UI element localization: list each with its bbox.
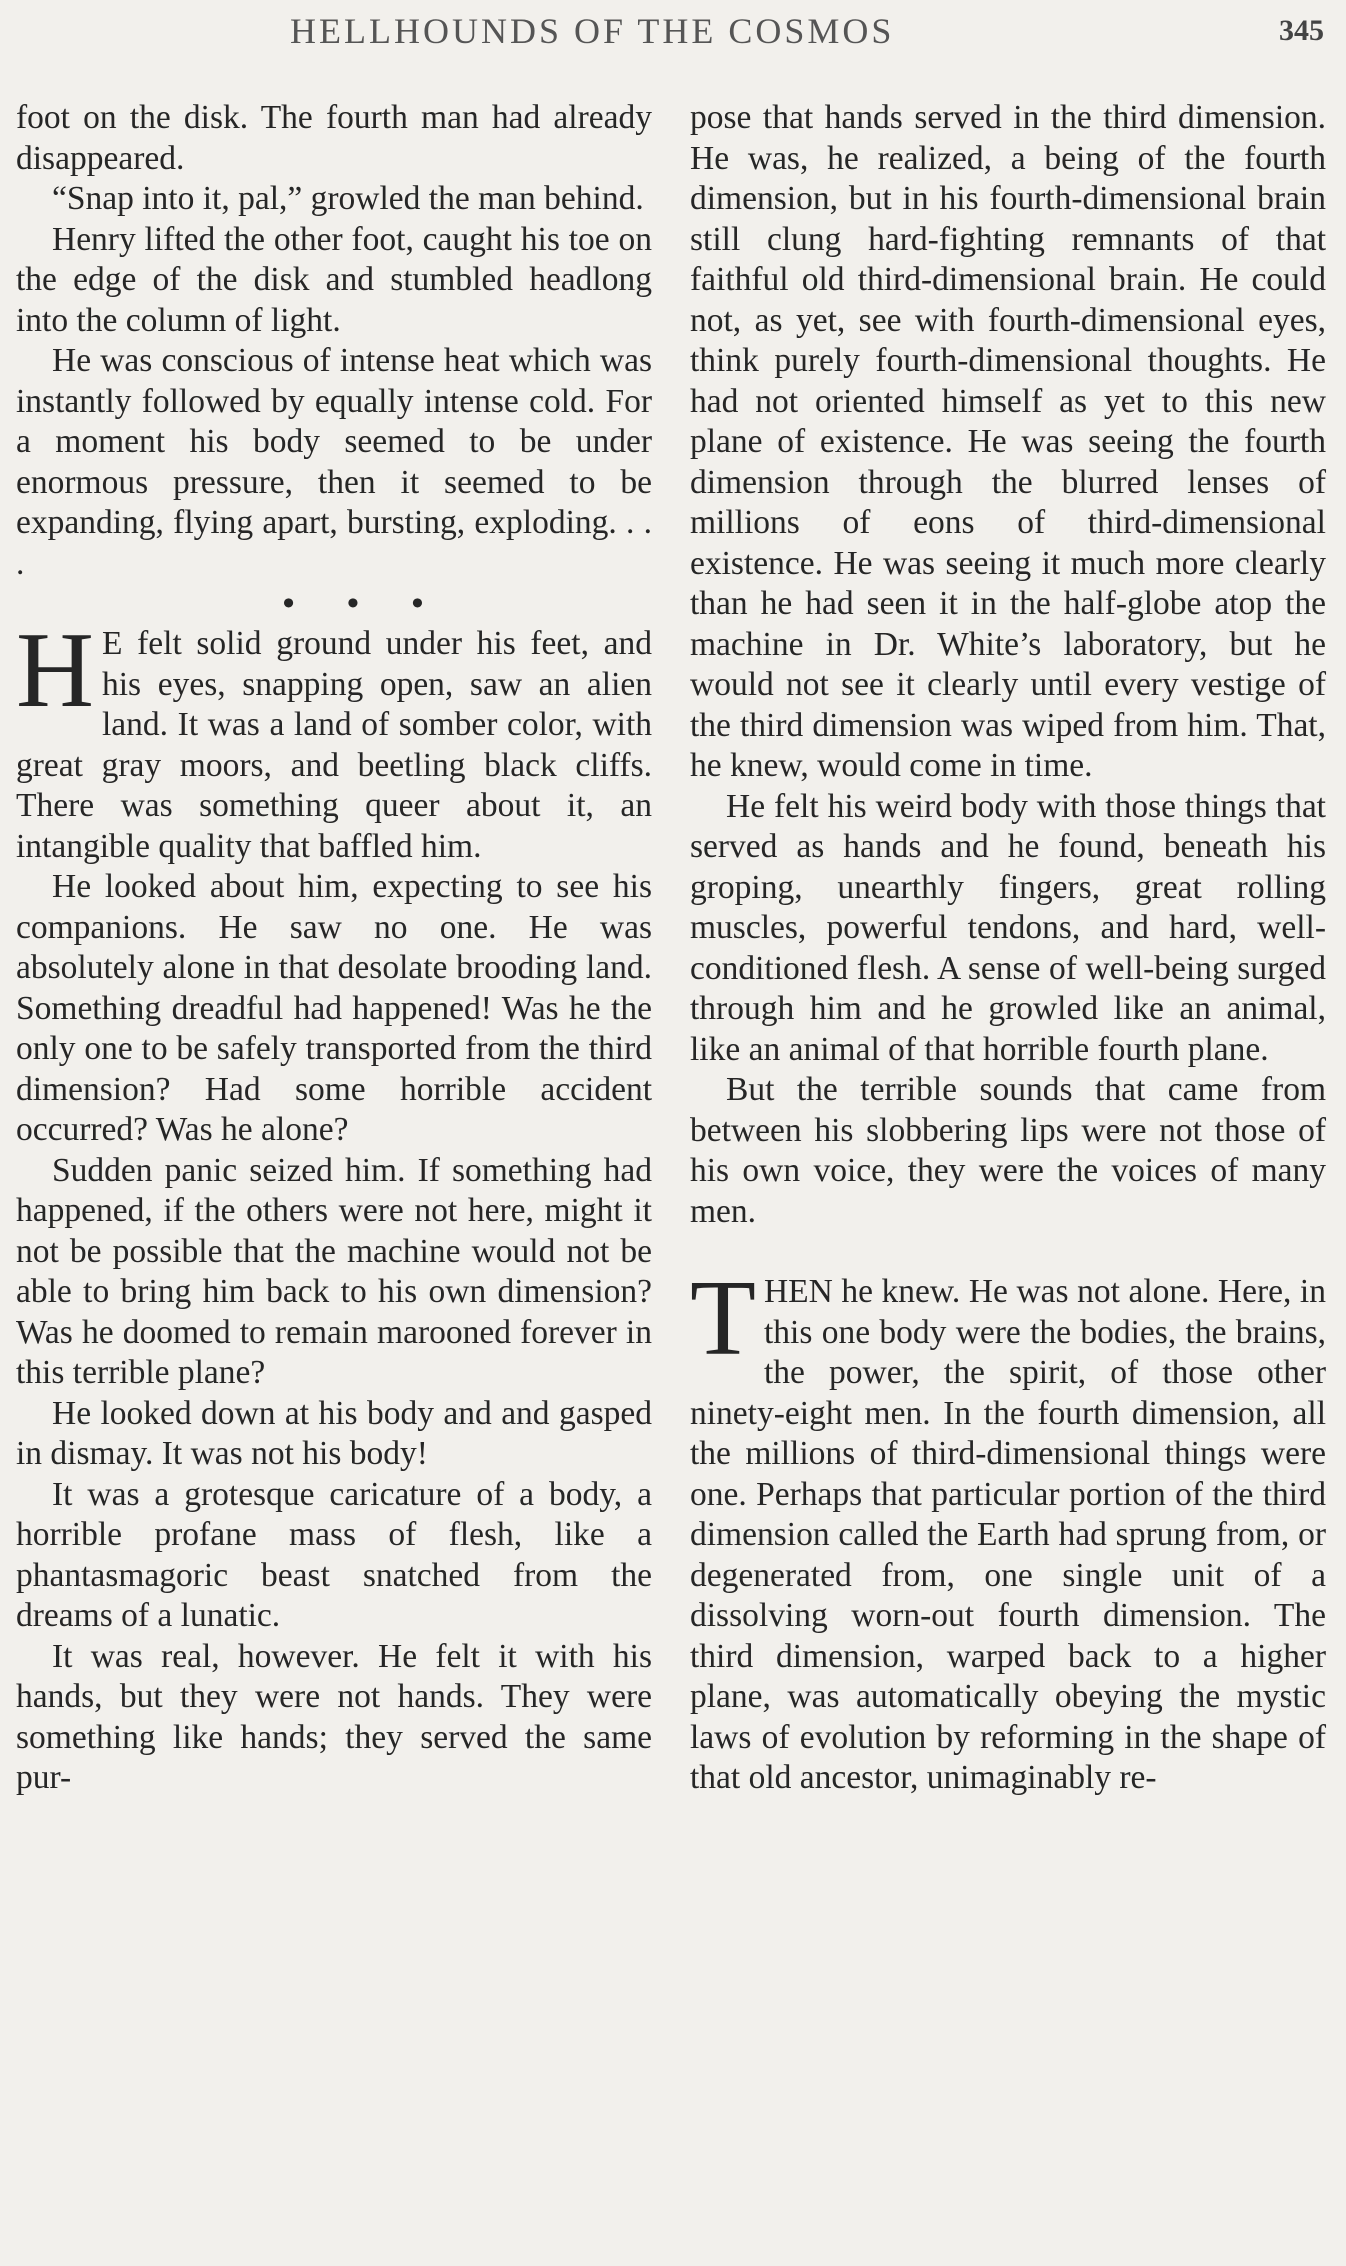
section-opening-paragraph [16,611,652,867]
page-number: 345 [1279,14,1324,47]
paragraph: “Snap into it, pal,” growled the man behind. [52,180,644,217]
section-separator: • • • [282,585,446,622]
paragraph: He felt his weird body with those things that served as hands and he found, beneath his groping, unearthly fingers, great rolling muscles, powerful tendons, and hard, well-conditioned flesh. A sense of well-being surged through him and he growled like an animal, like an animal of that horrible fourth plane. [690,787,1326,1068]
section-gap [690,1232,1326,1272]
paragraph: It was real, however. He felt it with his hands, but they were not hands. They were something like hands; they served the same pur- [16,1637,652,1796]
left-column [16,98,652,1799]
paragraph: Sudden panic seized him. If something had happened, if the others were not here, might it not be possible that the machine would not be able to bring him back to his own dimension? Was he doomed to remain marooned forever in this terrible plane? [16,1151,652,1391]
section-opening-text: E felt solid ground under his feet, and his eyes, snapping open, saw an alien land. It was a land of somber color, with great gray moors, and beetling black cliffs. There was something queer about it, an intangible quality that baffled him. [16,625,652,865]
paragraph: It was a grotesque caricature of a body, a horrible profane mass of flesh, like a phantasmagoric beast snatched from the dreams of a lunatic. [16,1475,652,1634]
right-column [690,98,1326,1799]
drop-cap: H [16,611,94,730]
paragraph: pose that hands served in the third dimension. He was, he realized, a being of the fourth dimension, but in his fourth-dimensional brain still clung hard-fighting remnants of that faithful old third-dimensional brain. He could not, as yet, see with fourth-dimensional eyes, think purely fourth-dimensional thoughts. He had not oriented himself as yet to this new plane of existence. He was seeing the fourth dimension through the blurred lenses of millions of eons of third-dimensional existence. He was seeing it much more clearly than he had seen it in the half-globe atop the machine in Dr. White’s laboratory, but he would not see it clearly until every vestige of the third dimension was wiped from him. That, he knew, would come in time. [690,99,1326,784]
paragraph: foot on the disk. The fourth man had already disappeared. [16,99,652,177]
running-title: HELLHOUNDS OF THE COSMOS [290,11,895,51]
paragraph: But the terrible sounds that came from between his slobbering lips were not those of his own voice, they were the voices of many men. [690,1071,1326,1230]
paragraph: He looked about him, expecting to see his companions. He saw no one. He was absolutely alone in that desolate brooding land. Something dreadful had happened! Was he the only one to be safely transported from the third dimension? Had some horrible accident occurred? Was he alone? [16,868,652,1148]
section-opening-paragraph [690,1259,1326,1799]
drop-cap: T [690,1259,756,1378]
paragraph: Henry lifted the other foot, caught his toe on the edge of the disk and stumbled headlong into the column of light. [16,220,652,339]
section-opening-text: HEN he knew. He was not alone. Here, in this one body were the bodies, the brains, the power, the spirit, of those other ninety-eight men. In the fourth dimension, all the millions of third-dimensional things were one. Perhaps that particular portion of the third dimension called the Earth had sprung from, or degenerated from, one single unit of a dissolving worn-out fourth dimension. The third dimension, warped back to a higher plane, was automatically obeying the mystic laws of evolution by reforming in the shape of that old ancestor, unimaginably re- [690,1273,1326,1796]
paragraph: He looked down at his body and and gasped in dismay. It was not his body! [16,1394,652,1472]
paragraph: He was conscious of intense heat which was instantly followed by equally intense cold. For a moment his body seemed to be under enormous pressure, then it seemed to be expanding, flying apart, bursting, exploding. . . . [16,342,652,582]
page-header [0,6,1346,56]
